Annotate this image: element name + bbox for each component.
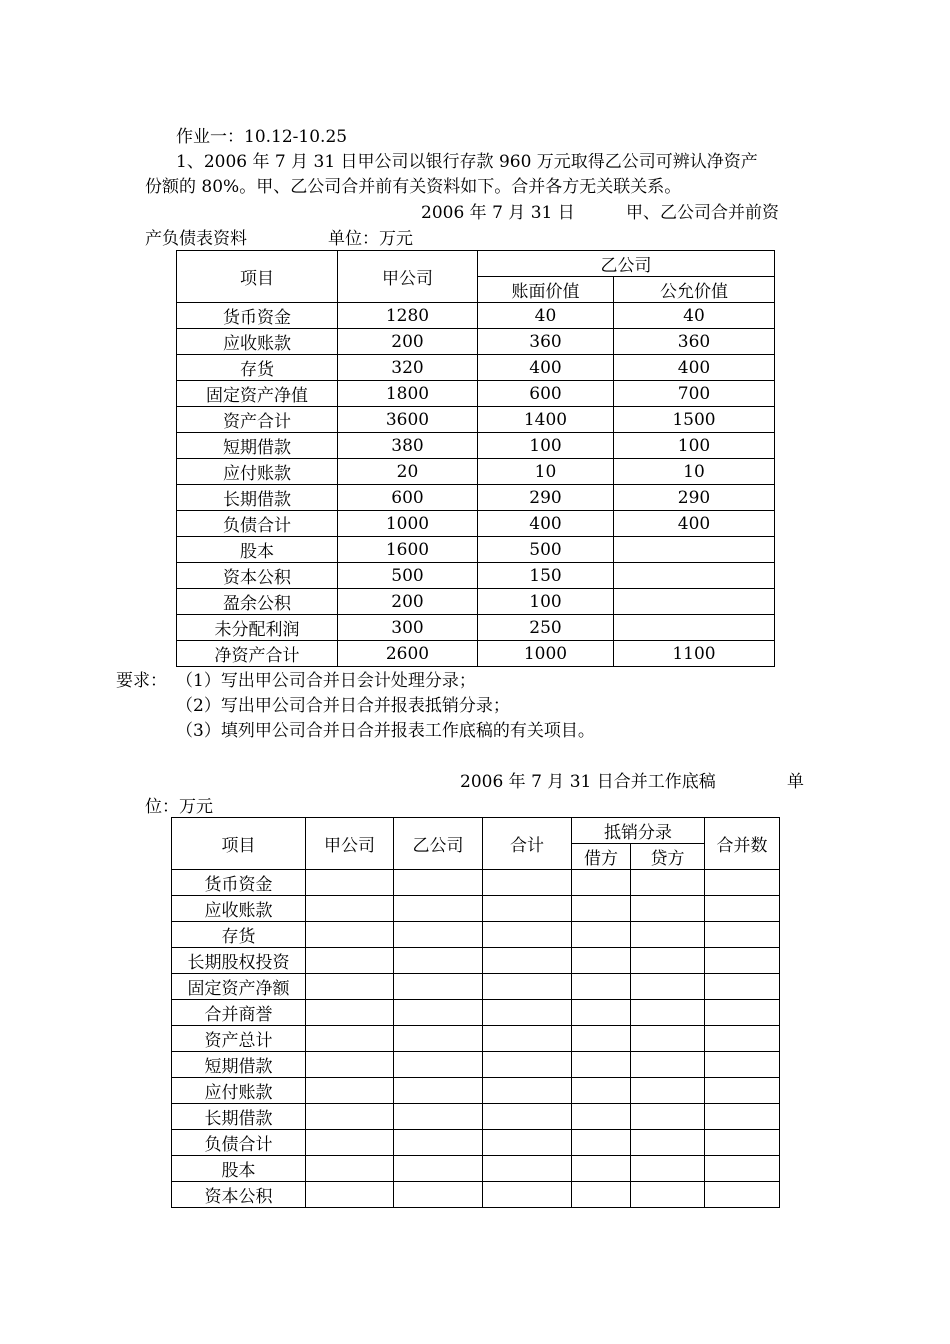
cell-item: 存货 — [177, 355, 338, 381]
cell-item: 盈余公积 — [177, 589, 338, 615]
cell-jia-blank[interactable] — [306, 922, 394, 948]
ws-header-yi: 乙公司 — [394, 818, 483, 870]
cell-credit-blank[interactable] — [631, 1052, 705, 1078]
table1-caption-date: 2006 年 7 月 31 日 — [421, 203, 575, 223]
cell-debit-blank[interactable] — [572, 1156, 631, 1182]
table-row — [172, 1182, 780, 1208]
cell-total-blank[interactable] — [483, 1104, 572, 1130]
table1-caption-title-cont: 产负债表资料 — [145, 229, 247, 249]
cell-item: 应收账款 — [172, 896, 306, 922]
cell-jia: 1280 — [338, 303, 478, 329]
cell-item: 股本 — [172, 1156, 306, 1182]
cell-item: 应收账款 — [177, 329, 338, 355]
ws-header-credit: 贷方 — [631, 844, 705, 870]
cell-item: 存货 — [172, 922, 306, 948]
cell-book: 500 — [478, 537, 614, 563]
cell-jia: 200 — [338, 329, 478, 355]
table-row — [177, 355, 775, 381]
table2-unit-cont: 位：万元 — [145, 797, 213, 817]
cell-jia: 3600 — [338, 407, 478, 433]
table-row — [177, 537, 775, 563]
balance-sheet-table — [176, 250, 775, 667]
cell-item: 资本公积 — [172, 1182, 306, 1208]
cell-jia-blank[interactable] — [306, 1156, 394, 1182]
ws-header-debit: 借方 — [572, 844, 631, 870]
cell-consol-blank[interactable] — [705, 922, 780, 948]
cell-consol-blank[interactable] — [705, 1156, 780, 1182]
cell-item: 未分配利润 — [177, 615, 338, 641]
cell-consol-blank[interactable] — [705, 1052, 780, 1078]
cell-credit-blank[interactable] — [631, 1026, 705, 1052]
cell-jia-blank[interactable] — [306, 896, 394, 922]
cell-item: 资本公积 — [177, 563, 338, 589]
cell-item: 货币资金 — [172, 870, 306, 896]
cell-debit-blank[interactable] — [572, 1052, 631, 1078]
table-row — [172, 1078, 780, 1104]
header-jia-company: 甲公司 — [338, 251, 478, 303]
cell-consol-blank[interactable] — [705, 896, 780, 922]
cell-total-blank[interactable] — [483, 1078, 572, 1104]
cell-item: 长期股权投资 — [172, 948, 306, 974]
cell-total-blank[interactable] — [483, 948, 572, 974]
ws-header-item: 项目 — [172, 818, 306, 870]
header-fair-value: 公允价值 — [614, 277, 775, 303]
cell-yi-blank[interactable] — [394, 896, 483, 922]
table-row — [172, 948, 780, 974]
cell-credit-blank[interactable] — [631, 1000, 705, 1026]
cell-jia: 320 — [338, 355, 478, 381]
cell-debit-blank[interactable] — [572, 948, 631, 974]
table-row — [177, 589, 775, 615]
cell-consol-blank[interactable] — [705, 1104, 780, 1130]
cell-fair: 40 — [614, 303, 775, 329]
cell-total-blank[interactable] — [483, 1130, 572, 1156]
table2-caption: 2006 年 7 月 31 日合并工作底稿 — [460, 772, 716, 792]
cell-item: 净资产合计 — [177, 641, 338, 667]
cell-consol-blank[interactable] — [705, 1078, 780, 1104]
table-row — [177, 563, 775, 589]
cell-debit-blank[interactable] — [572, 922, 631, 948]
cell-total-blank[interactable] — [483, 974, 572, 1000]
cell-jia-blank[interactable] — [306, 1000, 394, 1026]
cell-total-blank[interactable] — [483, 1182, 572, 1208]
cell-credit-blank[interactable] — [631, 1182, 705, 1208]
cell-item: 长期借款 — [177, 485, 338, 511]
table-row — [177, 381, 775, 407]
table-row — [172, 1000, 780, 1026]
ws-header-elimination: 抵销分录 — [572, 818, 705, 844]
ws-header-consolidated: 合并数 — [705, 818, 780, 870]
cell-consol-blank[interactable] — [705, 1182, 780, 1208]
cell-jia-blank[interactable] — [306, 870, 394, 896]
cell-total-blank[interactable] — [483, 1000, 572, 1026]
requirement-1: （1）写出甲公司合并日会计处理分录； — [176, 671, 476, 691]
header-item: 项目 — [177, 251, 338, 303]
cell-total-blank[interactable] — [483, 1156, 572, 1182]
cell-fair — [614, 589, 775, 615]
cell-consol-blank[interactable] — [705, 974, 780, 1000]
cell-debit-blank[interactable] — [572, 1104, 631, 1130]
requirement-3: （3）填列甲公司合并日合并报表工作底稿的有关项目。 — [176, 721, 595, 741]
requirements-label: 要求： — [116, 671, 167, 691]
cell-book: 100 — [478, 589, 614, 615]
table-row — [177, 329, 775, 355]
cell-total-blank[interactable] — [483, 870, 572, 896]
header-yi-company: 乙公司 — [478, 251, 775, 277]
cell-item: 股本 — [177, 537, 338, 563]
cell-fair: 360 — [614, 329, 775, 355]
table-row — [177, 511, 775, 537]
consolidation-worksheet-table — [171, 817, 780, 1208]
table-header-row — [177, 251, 775, 277]
cell-debit-blank[interactable] — [572, 1000, 631, 1026]
cell-book: 100 — [478, 433, 614, 459]
cell-jia: 600 — [338, 485, 478, 511]
cell-credit-blank[interactable] — [631, 1078, 705, 1104]
cell-item: 负债合计 — [177, 511, 338, 537]
table1-caption-title: 甲、乙公司合并前资 — [626, 203, 779, 223]
cell-jia-blank[interactable] — [306, 1026, 394, 1052]
header-book-value: 账面价值 — [478, 277, 614, 303]
cell-yi-blank[interactable] — [394, 922, 483, 948]
cell-item: 资产合计 — [177, 407, 338, 433]
cell-item: 固定资产净额 — [172, 974, 306, 1000]
cell-yi-blank[interactable] — [394, 948, 483, 974]
table-row — [177, 459, 775, 485]
cell-item: 应付账款 — [177, 459, 338, 485]
cell-consol-blank[interactable] — [705, 870, 780, 896]
cell-yi-blank[interactable] — [394, 1026, 483, 1052]
cell-fair: 400 — [614, 355, 775, 381]
cell-credit-blank[interactable] — [631, 1104, 705, 1130]
cell-book: 360 — [478, 329, 614, 355]
cell-debit-blank[interactable] — [572, 974, 631, 1000]
cell-jia: 500 — [338, 563, 478, 589]
cell-item: 短期借款 — [172, 1052, 306, 1078]
cell-jia-blank[interactable] — [306, 1130, 394, 1156]
cell-book: 400 — [478, 355, 614, 381]
table-row — [177, 433, 775, 459]
cell-debit-blank[interactable] — [572, 870, 631, 896]
cell-yi-blank[interactable] — [394, 1078, 483, 1104]
cell-jia: 2600 — [338, 641, 478, 667]
cell-jia-blank[interactable] — [306, 1078, 394, 1104]
cell-yi-blank[interactable] — [394, 1130, 483, 1156]
cell-fair: 100 — [614, 433, 775, 459]
cell-debit-blank[interactable] — [572, 1026, 631, 1052]
cell-fair — [614, 563, 775, 589]
cell-credit-blank[interactable] — [631, 922, 705, 948]
table-row — [172, 1130, 780, 1156]
cell-item: 负债合计 — [172, 1130, 306, 1156]
cell-fair: 1500 — [614, 407, 775, 433]
cell-consol-blank[interactable] — [705, 1130, 780, 1156]
table-row — [172, 1052, 780, 1078]
cell-book: 40 — [478, 303, 614, 329]
worksheet-header-row — [172, 818, 780, 844]
cell-total-blank[interactable] — [483, 896, 572, 922]
table-row — [177, 615, 775, 641]
cell-yi-blank[interactable] — [394, 1052, 483, 1078]
cell-fair: 400 — [614, 511, 775, 537]
cell-jia: 20 — [338, 459, 478, 485]
cell-debit-blank[interactable] — [572, 896, 631, 922]
cell-yi-blank[interactable] — [394, 1182, 483, 1208]
assignment-heading: 作业一：10.12-10.25 — [176, 127, 348, 147]
cell-book: 10 — [478, 459, 614, 485]
cell-item: 固定资产净值 — [177, 381, 338, 407]
cell-item: 资产总计 — [172, 1026, 306, 1052]
cell-credit-blank[interactable] — [631, 896, 705, 922]
table-row — [177, 407, 775, 433]
table-row — [177, 485, 775, 511]
cell-credit-blank[interactable] — [631, 974, 705, 1000]
cell-yi-blank[interactable] — [394, 870, 483, 896]
table-row — [172, 896, 780, 922]
cell-jia-blank[interactable] — [306, 1052, 394, 1078]
cell-jia-blank[interactable] — [306, 1104, 394, 1130]
cell-item: 长期借款 — [172, 1104, 306, 1130]
table-row — [172, 922, 780, 948]
cell-credit-blank[interactable] — [631, 1156, 705, 1182]
table-row — [172, 1156, 780, 1182]
cell-book: 1000 — [478, 641, 614, 667]
cell-item: 合并商誉 — [172, 1000, 306, 1026]
cell-jia-blank[interactable] — [306, 974, 394, 1000]
cell-yi-blank[interactable] — [394, 974, 483, 1000]
cell-book: 290 — [478, 485, 614, 511]
cell-jia: 1000 — [338, 511, 478, 537]
table2-unit-start: 单 — [787, 772, 804, 792]
problem-line-2: 份额的 80%。甲、乙公司合并前有关资料如下。合并各方无关联关系。 — [145, 177, 682, 197]
cell-item: 应付账款 — [172, 1078, 306, 1104]
cell-jia: 380 — [338, 433, 478, 459]
table-row — [172, 1104, 780, 1130]
cell-consol-blank[interactable] — [705, 1026, 780, 1052]
cell-total-blank[interactable] — [483, 1052, 572, 1078]
problem-line-1: 1、2006 年 7 月 31 日甲公司以银行存款 960 万元取得乙公司可辨认净资产 — [176, 152, 758, 172]
cell-book: 150 — [478, 563, 614, 589]
table1-unit: 单位：万元 — [328, 229, 413, 249]
cell-credit-blank[interactable] — [631, 948, 705, 974]
cell-total-blank[interactable] — [483, 922, 572, 948]
cell-fair: 1100 — [614, 641, 775, 667]
cell-debit-blank[interactable] — [572, 1182, 631, 1208]
cell-fair: 10 — [614, 459, 775, 485]
cell-credit-blank[interactable] — [631, 870, 705, 896]
cell-jia: 1600 — [338, 537, 478, 563]
cell-book: 600 — [478, 381, 614, 407]
cell-fair — [614, 537, 775, 563]
cell-consol-blank[interactable] — [705, 948, 780, 974]
cell-debit-blank[interactable] — [572, 1130, 631, 1156]
cell-item: 货币资金 — [177, 303, 338, 329]
cell-yi-blank[interactable] — [394, 1000, 483, 1026]
cell-jia-blank[interactable] — [306, 948, 394, 974]
table-row — [177, 641, 775, 667]
table-row — [172, 974, 780, 1000]
ws-header-total: 合计 — [483, 818, 572, 870]
cell-yi-blank[interactable] — [394, 1104, 483, 1130]
table-row — [177, 303, 775, 329]
cell-jia: 300 — [338, 615, 478, 641]
cell-jia: 200 — [338, 589, 478, 615]
cell-book: 400 — [478, 511, 614, 537]
table-row — [172, 1026, 780, 1052]
cell-book: 1400 — [478, 407, 614, 433]
cell-fair: 700 — [614, 381, 775, 407]
table-row — [172, 870, 780, 896]
cell-jia-blank[interactable] — [306, 1182, 394, 1208]
cell-item: 短期借款 — [177, 433, 338, 459]
cell-credit-blank[interactable] — [631, 1130, 705, 1156]
cell-total-blank[interactable] — [483, 1026, 572, 1052]
requirement-2: （2）写出甲公司合并日合并报表抵销分录； — [176, 696, 510, 716]
cell-fair: 290 — [614, 485, 775, 511]
cell-fair — [614, 615, 775, 641]
cell-book: 250 — [478, 615, 614, 641]
cell-debit-blank[interactable] — [572, 1078, 631, 1104]
cell-yi-blank[interactable] — [394, 1156, 483, 1182]
cell-consol-blank[interactable] — [705, 1000, 780, 1026]
cell-jia: 1800 — [338, 381, 478, 407]
ws-header-jia: 甲公司 — [306, 818, 394, 870]
